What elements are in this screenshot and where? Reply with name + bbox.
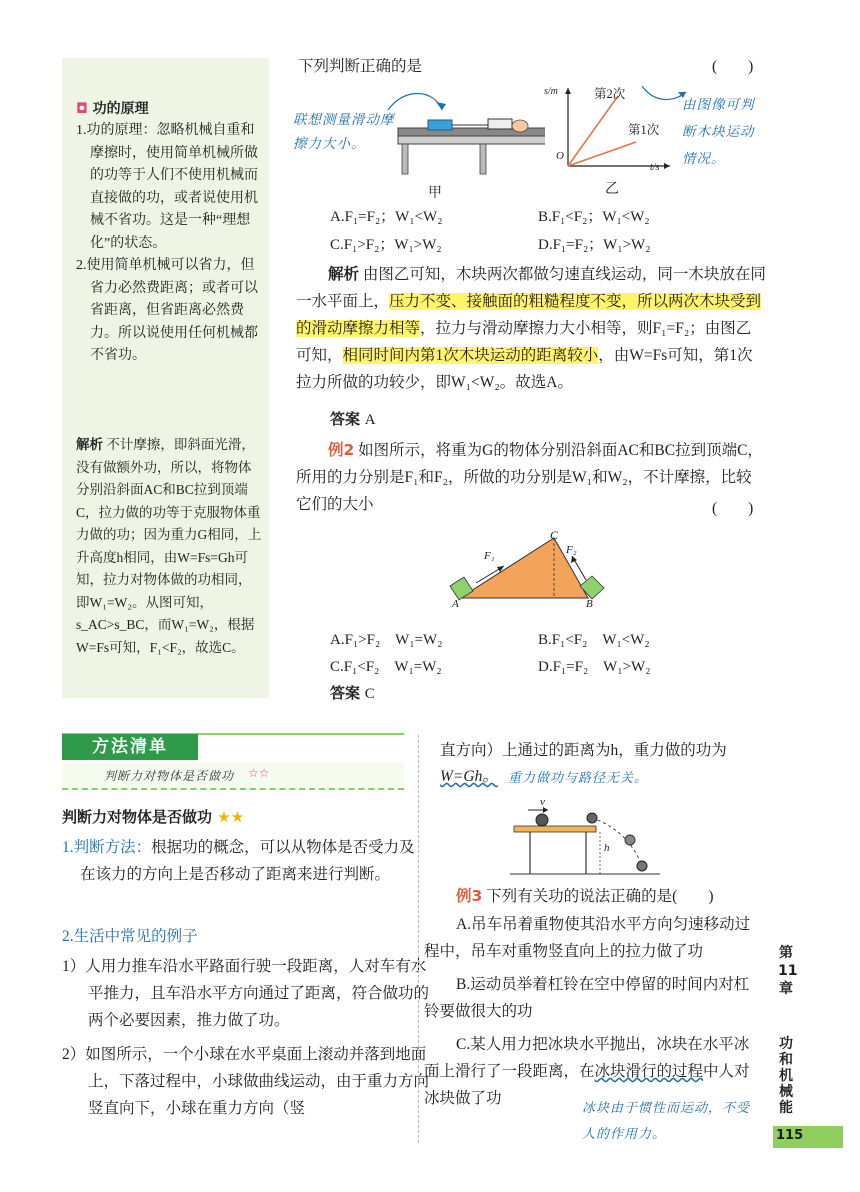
ex3-option-a: A.吊车吊着重物使其沿水平方向匀速移动过程中，吊车对重物竖直向上的拉力做了功 [424, 916, 751, 960]
ex2-option-d: D.F₁=F₂ W₁>W₂ [538, 659, 651, 675]
graph-ylabel: s/m [544, 86, 558, 97]
q1-option-d: D.F₁=F₂；W₁>W₂ [538, 237, 651, 253]
incline-figure [440, 528, 620, 618]
right-note: 重力做功与路径无关。 [508, 771, 649, 786]
table-surface [514, 826, 596, 832]
fig-a: A [452, 598, 459, 610]
line-second [568, 96, 618, 166]
chapter-label: 第11章 [778, 945, 798, 997]
q1-option-b: B.F₁<F₂；W₁<W₂ [538, 209, 650, 225]
q1-analysis: 解析 由图乙可知，木块两次都做匀速直线运动，同一木块放在同一水平面上，压力不变、接触面的粗糙程度不变，所以两次木块受到的滑动摩擦力相等，拉力与滑动摩擦力大小相等，则F₁=F₂；由图乙可知，相同时间内第1次木块运动的距离较小，由W=Fs可知，第1次拉力所做的功较少，即W₁<W₂。故选A。 [296, 265, 766, 391]
ex3-stem: 例3 下列有关功的说法正确的是( ) [456, 887, 714, 905]
spring-scale [488, 119, 512, 129]
figure-jia [330, 88, 545, 178]
highlight-1: 压力不变、接触面的粗糙程度不变，所以两次木块受到的滑动摩擦力相等 [296, 293, 762, 337]
ball [536, 814, 548, 826]
ex2-option-b: B.F₁<F₂ W₁<W₂ [538, 632, 650, 648]
fig-c: C [550, 528, 559, 542]
sidebar-analysis: 解析 不计摩擦，即斜面光滑，没有做额外功，所以，将物体分别沿斜面AC和BC拉到顶端C，拉力做的功等于克服物体重力做的功；因为重力G相同，上升高度h相同，由W=Fs=Gh可知，拉力对物体做的功相同，即W₁=W₂。从图可知，s_AC>s_BC，而W₁=W₂，根据W=Fs可知，F₁<F₂，故选C。 [76, 437, 262, 655]
method-item-1: 1.判断方法：根据功的概念，可以从物体是否受力及在该力的方向上是否移动了距离来进行判断。 [62, 839, 415, 883]
q1-option-a: A.F₁=F₂；W₁<W₂ [330, 209, 443, 225]
hand [512, 120, 528, 132]
subbanner-stars-icon: ☆☆ [248, 766, 270, 780]
title-stars-icon: ★★ [217, 808, 245, 826]
fig-jia-label: 甲 [428, 186, 442, 201]
principle-item-1: 1.功的原理：忽略机械自重和摩擦时，使用简单机械所做的功等于人们不使用机械而直接做的功，或者说使用机械不省功。这是一种“理想化”的状态。 [76, 123, 258, 251]
ex3-note: 冰块由于惯性而运动，不受人的作用力。 [582, 1101, 751, 1142]
principle-item-2: 2.使用简单机械可以省力，但省力必然费距离；或者可以省距离，但省距离必然费力。所以说使用任何机械都不省功。 [76, 258, 258, 363]
subbanner: 判断力对物体是否做功 ☆☆ [62, 762, 404, 790]
ex3-option-c: C.某人用力把冰块水平抛出，冰块在水平冰面上滑行了一段距离，在冰块滑行的过程中人对冰块做了功 [424, 1036, 750, 1107]
column-divider [418, 735, 419, 1143]
method-item-2: 2.生活中常见的例子 [62, 928, 198, 945]
right-formula: W=Gh。 [440, 768, 498, 785]
q1-option-c: C.F₁>F₂；W₁>W₂ [330, 237, 442, 253]
right-cont-text: 直方向）上通过的距离为h，重力做的功为 [440, 742, 727, 759]
line-label-1: 第1次 [628, 123, 660, 137]
underlined-phrase: 冰块滑行的过程 [594, 1063, 704, 1080]
ex2-stem: 例2 如图所示，将重为G的物体分别沿斜面AC和BC拉到顶端C，所用的力分别是F₁和F₂，所做的功分别是W₁和W₂，不计摩擦，比较它们的大小 [296, 441, 763, 513]
chapter-title: 功和机械能 [779, 1036, 793, 1116]
fig-f2: F₂ [566, 544, 577, 556]
fig-h: h [604, 842, 610, 854]
ex2-answer: 答案 C [330, 684, 375, 702]
ex3-option-b: B.运动员举着杠铃在空中停留的时间内对杠铃要做很大的功 [424, 976, 750, 1020]
method-banner: 方法清单 [62, 734, 198, 760]
method-example-2: 2）如图所示，一个小球在水平桌面上滚动并落到地面上，下落过程中，小球做曲线运动，由于重力方向竖直向下，小球在重力方向（竖 [62, 1046, 430, 1117]
note-arrow [388, 93, 442, 110]
highlight-2: 相同时间内第1次木块运动的距离较小 [342, 347, 599, 364]
fig-b: B [586, 598, 593, 610]
block [428, 120, 452, 130]
q1-answer: 答案 A [330, 410, 376, 428]
q1-bracket: ( ) [712, 58, 754, 75]
ex2-option-c: C.F₁<F₂ W₁=W₂ [330, 659, 442, 675]
note-right: 由图像可判断木块运动情况。 [682, 97, 755, 167]
ex2-bracket: ( ) [712, 500, 754, 517]
graph-origin: O [556, 150, 564, 162]
fig-v: v [540, 796, 545, 808]
method-title: 判断力对物体是否做功 ★★ [62, 808, 245, 826]
ex2-option-a: A.F₁>F₂ W₁=W₂ [330, 632, 443, 648]
note-left: 联想测量滑动摩擦力大小。 [293, 112, 395, 152]
principle-text [76, 120, 264, 368]
line-label-2: 第2次 [594, 87, 626, 101]
page-number: 115 [776, 1128, 804, 1143]
method-example-1: 1）人用力推车沿水平路面行驶一段距离，人对车有水平推力，且车沿水平方向通过了距离，符合做功的两个必要因素，推力做了功。 [62, 958, 430, 1029]
fig-yi-label: 乙 [605, 182, 619, 197]
ball-table-figure [510, 796, 670, 882]
graph-xlabel: t/s [650, 162, 660, 173]
principle-title: ◘ 功的原理 [76, 101, 149, 117]
line-first [568, 142, 636, 166]
fig-f1: F₁ [484, 550, 495, 562]
q1-stem: 下列判断正确的是 [298, 58, 423, 75]
bullet-icon: ◘ [76, 101, 88, 117]
